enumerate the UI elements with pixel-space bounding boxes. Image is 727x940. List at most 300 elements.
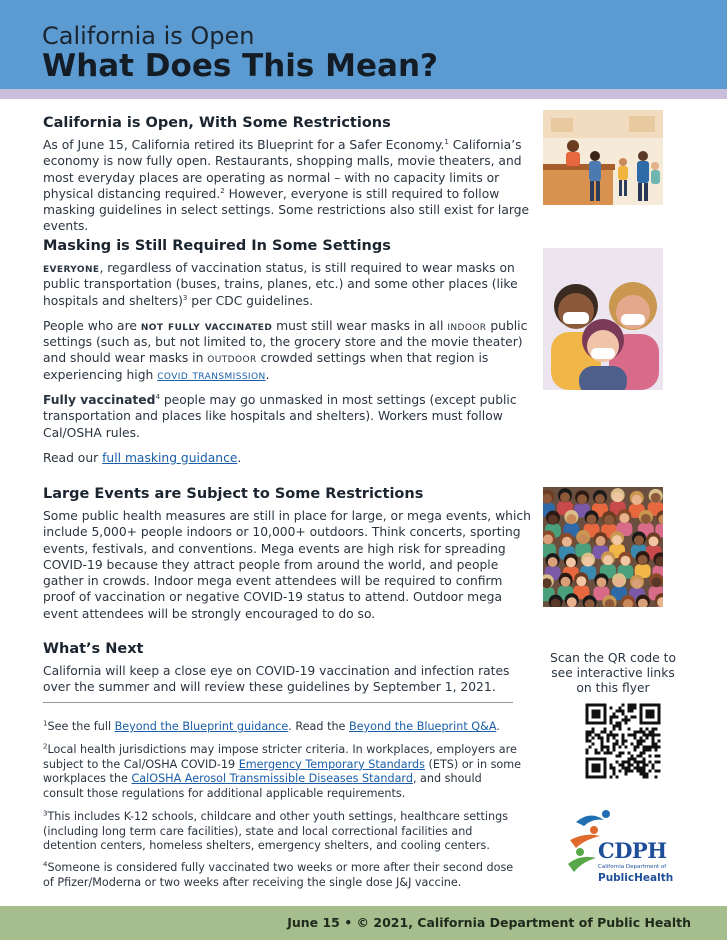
text: , and should consult those regulations for additional applicable requirements. — [43, 772, 482, 800]
qr-module — [622, 752, 625, 755]
qr-module — [616, 725, 619, 728]
qr-module — [628, 728, 631, 731]
crowd-face — [543, 534, 553, 544]
section-title: Large Events are Subject to Some Restrictions — [43, 486, 424, 502]
qr-module — [592, 743, 595, 746]
qr-module — [640, 737, 643, 740]
qr-module — [622, 719, 625, 722]
qr-module — [601, 731, 604, 734]
qr-module — [643, 773, 646, 776]
qr-module — [646, 776, 649, 779]
qr-module — [655, 746, 658, 749]
qr-module — [655, 728, 658, 731]
qr-module — [586, 731, 589, 734]
text: . Read the — [288, 720, 349, 733]
qr-module — [592, 737, 595, 740]
cdph-org-big: PublicHealth — [598, 872, 674, 884]
text: . — [265, 367, 270, 382]
masked-people-illustration — [543, 248, 663, 390]
qr-module — [616, 743, 619, 746]
crowd-face — [619, 513, 629, 523]
footnote-1 — [43, 720, 523, 735]
crowd-face — [603, 555, 613, 565]
qr-module — [640, 761, 643, 764]
qr-module — [655, 761, 658, 764]
qr-module — [655, 743, 658, 746]
qr-module — [649, 749, 652, 752]
qr-module — [640, 728, 643, 731]
qr-module — [658, 770, 661, 773]
qr-module — [631, 707, 634, 710]
qr-module — [646, 764, 649, 767]
qr-module — [622, 713, 625, 716]
crowd-face — [562, 537, 572, 547]
text: See the full — [47, 720, 115, 733]
qr-module — [586, 734, 589, 737]
qr-module — [646, 746, 649, 749]
qr-module — [622, 737, 625, 740]
crowd-face — [638, 555, 648, 565]
qr-module — [631, 716, 634, 719]
crowd-face — [632, 495, 642, 505]
qr-module — [628, 761, 631, 764]
qr-module — [640, 755, 643, 758]
crowd-image — [543, 487, 663, 607]
qr-module — [637, 761, 640, 764]
qr-module — [640, 770, 643, 773]
qr-module — [649, 734, 652, 737]
qr-module — [655, 770, 658, 773]
qr-module — [637, 743, 640, 746]
qr-module — [628, 767, 631, 770]
qr-module — [622, 740, 625, 743]
qr-module — [613, 725, 616, 728]
section-paragraph: California will keep a close eye on COVID-19 vaccination and infection rates over the summer and will review these guidelines by September 1, 2021. — [43, 664, 510, 695]
qr-module — [601, 749, 604, 752]
qr-module — [643, 770, 646, 773]
qr-module — [625, 767, 628, 770]
qr-module — [634, 734, 637, 737]
footnote-number: 1 — [43, 719, 48, 728]
footer-text: June 15 • © 2021, California Department of Public Health — [287, 915, 691, 930]
section-paragraph — [43, 392, 533, 441]
crowd-face — [596, 536, 606, 546]
text: per CDC guidelines. — [187, 293, 314, 308]
crowd-face — [649, 536, 659, 546]
qr-module — [634, 716, 637, 719]
qr-module — [589, 734, 592, 737]
qr-module — [613, 728, 616, 731]
crowd-face — [596, 577, 606, 587]
crowd-face — [583, 557, 593, 567]
qr-module — [610, 752, 613, 755]
ets-link[interactable]: Emergency Temporary Standards — [238, 757, 425, 771]
bold-text: not fully vaccinated — [140, 318, 273, 333]
qr-module — [598, 734, 601, 737]
qr-module — [655, 776, 658, 779]
qr-module — [610, 734, 613, 737]
qr-module — [607, 734, 610, 737]
qr-module — [613, 734, 616, 737]
qr-code[interactable] — [584, 702, 662, 780]
footnote-ref: 4 — [155, 392, 160, 401]
section-title: Masking is Still Required In Some Settings — [43, 238, 391, 254]
qr-module — [610, 719, 613, 722]
qr-module — [616, 722, 619, 725]
footnote-ref: 1 — [444, 137, 449, 146]
qr-module — [601, 743, 604, 746]
text: Local health jurisdictions may impose stricter criteria. In workplaces, employers are subject to the Cal/OSHA COVID-19 — [43, 743, 517, 771]
qr-module — [592, 728, 595, 731]
bold-text: Fully vaccinated — [43, 393, 156, 408]
qr-module — [595, 752, 598, 755]
text: outdoor — [207, 351, 257, 366]
covid-transmission-link[interactable]: covid transmission — [157, 367, 266, 382]
qr-module — [622, 767, 625, 770]
qr-module — [604, 728, 607, 731]
qr-module — [634, 749, 637, 752]
qr-module — [601, 746, 604, 749]
qr-module — [658, 746, 661, 749]
qr-module — [646, 728, 649, 731]
restaurant-illustration — [543, 110, 663, 205]
section-paragraph — [43, 137, 533, 235]
qr-module — [637, 746, 640, 749]
text: California’s economy is now fully open. Restaurants, shopping malls, movie theaters, and most everyday places are operating as normal – with no capacity limits or physical distancing required. — [43, 138, 522, 201]
text: must still wear masks in all — [272, 318, 448, 333]
qr-module — [643, 740, 646, 743]
qr-module — [586, 749, 589, 752]
section-title: What’s Next — [43, 641, 144, 657]
qr-module — [658, 734, 661, 737]
restaurant-image — [543, 110, 663, 205]
qr-module — [613, 737, 616, 740]
section-paragraph: Some public health measures are still in place for large, or mega events, which include 5,000+ people indoors or 10,000+ outdoors. Think concerts, sporting events, festivals, and conventions. Mega events are high risk for spreading COVID-19 because they attract people from around the world, and people gather in crowds. Indoor mega event attendees will be required to confirm proof of vaccination or negative COVID-19 status to attend. Outdoor mega event attendees will be strongly encouraged to do so. — [43, 509, 531, 621]
qr-module — [625, 746, 628, 749]
qr-module — [634, 731, 637, 734]
qr-module — [652, 728, 655, 731]
cdph-acronym: CDPH — [598, 838, 667, 863]
qr-module — [643, 758, 646, 761]
crowd-face — [641, 514, 651, 524]
qr-module — [619, 746, 622, 749]
section-paragraph — [43, 318, 533, 383]
footnote-divider — [43, 702, 513, 703]
qr-module — [616, 710, 619, 713]
crowd-face — [604, 515, 614, 525]
qr-module — [589, 740, 592, 743]
qr-module — [607, 752, 610, 755]
qr-module — [616, 734, 619, 737]
qr-module — [607, 740, 610, 743]
qr-module — [586, 737, 589, 740]
section-open — [43, 113, 533, 235]
qr-module — [625, 722, 628, 725]
crowd-face — [614, 577, 624, 587]
qr-module — [616, 761, 619, 764]
qr-module — [634, 761, 637, 764]
qr-module — [631, 704, 634, 707]
crowd-face — [577, 494, 587, 504]
qr-module — [628, 764, 631, 767]
qr-module — [610, 767, 613, 770]
masking-guidance-link[interactable]: full masking guidance — [102, 450, 238, 465]
section-title: California is Open, With Some Restrictions — [43, 115, 391, 131]
qr-finder — [646, 710, 655, 719]
qr-module — [628, 704, 631, 707]
qr-module — [616, 755, 619, 758]
qr-module — [646, 737, 649, 740]
qr-module — [598, 737, 601, 740]
qr-code-icon — [584, 702, 662, 780]
qr-module — [643, 752, 646, 755]
qr-module — [631, 764, 634, 767]
crowd-face — [566, 557, 576, 567]
qr-module — [604, 731, 607, 734]
footnote-ref: 2 — [220, 186, 225, 195]
qr-module — [631, 710, 634, 713]
qr-module — [631, 734, 634, 737]
crowd-face — [651, 493, 661, 503]
crowd-face — [566, 514, 576, 524]
qr-module — [658, 761, 661, 764]
qr-module — [628, 710, 631, 713]
qr-module — [640, 773, 643, 776]
qr-module — [634, 704, 637, 707]
qr-module — [610, 707, 613, 710]
crowd-face — [548, 515, 558, 525]
qr-module — [613, 749, 616, 752]
qr-module — [589, 731, 592, 734]
qr-module — [631, 755, 634, 758]
footnote-number: 2 — [43, 742, 48, 751]
cdph-logo — [566, 806, 674, 892]
page-footer — [0, 906, 727, 940]
text: . — [496, 720, 500, 733]
qr-module — [634, 758, 637, 761]
qr-module — [631, 770, 634, 773]
qr-module — [613, 713, 616, 716]
header-stripe — [0, 89, 727, 99]
crowd-illustration — [543, 487, 663, 607]
qr-module — [607, 746, 610, 749]
text: crowded settings when that region is experiencing high — [43, 351, 489, 382]
footnote-4 — [43, 861, 523, 890]
section-paragraph — [43, 260, 533, 309]
qr-module — [640, 767, 643, 770]
qr-module — [640, 743, 643, 746]
bold-text: everyone — [43, 261, 100, 275]
qr-module — [649, 755, 652, 758]
qr-module — [652, 737, 655, 740]
qr-module — [649, 770, 652, 773]
footnote-number: 3 — [43, 809, 48, 818]
qr-module — [619, 770, 622, 773]
qr-module — [649, 731, 652, 734]
qr-module — [646, 734, 649, 737]
qr-module — [634, 707, 637, 710]
qr-module — [610, 731, 613, 734]
qr-module — [607, 749, 610, 752]
qr-module — [619, 755, 622, 758]
qr-module — [619, 710, 622, 713]
qr-module — [610, 764, 613, 767]
qr-module — [616, 776, 619, 779]
text: public settings (such as, but not limited to, the grocery store and the movie theater) and should wear masks in — [43, 318, 528, 366]
text: As of June 15, California retired its Blueprint for a Safer Economy. — [43, 138, 445, 152]
qr-module — [652, 746, 655, 749]
crowd-face — [634, 535, 644, 545]
qr-module — [646, 749, 649, 752]
qr-module — [628, 752, 631, 755]
qr-module — [640, 731, 643, 734]
masked-people-image — [543, 248, 663, 390]
qr-module — [643, 749, 646, 752]
qr-module — [622, 734, 625, 737]
blueprint-guidance-link[interactable]: Beyond the Blueprint guidance — [114, 720, 289, 733]
qr-module — [610, 776, 613, 779]
qr-module — [622, 704, 625, 707]
qr-module — [610, 722, 613, 725]
qr-module — [586, 752, 589, 755]
qr-module — [640, 752, 643, 755]
footnote-2 — [43, 743, 523, 801]
crowd-face — [612, 535, 622, 545]
qr-module — [652, 743, 655, 746]
text: (ETS) or in some workplaces the — [43, 757, 522, 786]
crowd-face — [576, 576, 586, 586]
qr-module — [619, 764, 622, 767]
crowd-face — [652, 577, 662, 587]
qr-module — [595, 749, 598, 752]
qr-module — [643, 767, 646, 770]
qr-module — [637, 767, 640, 770]
text: However, everyone is still required to follow masking guidelines in select settings. Some restrictions also still exist for large events. — [43, 186, 530, 234]
qr-module — [655, 749, 658, 752]
text: , regardless of vaccination status, is still required to wear masks on public transportation (buses, trains, planes, etc.) and some other places (like hospitals and shelters) — [43, 261, 518, 308]
qr-finder — [592, 710, 601, 719]
qr-module — [625, 770, 628, 773]
qr-module — [637, 731, 640, 734]
page-header — [0, 0, 727, 89]
qr-module — [613, 746, 616, 749]
qr-module — [604, 752, 607, 755]
qr-finder — [592, 764, 601, 773]
text: people may go unmasked in most settings (except public transportation and places like hospitals and shelters). Workers must follow Cal/OSHA rules. — [43, 393, 517, 440]
text: This includes K-12 schools, childcare and other youth settings, healthcare settings (including long term care facilities), state and local correctional facilities and detention centers, homeless shelters, emergency shelters, and cooling centers. — [43, 810, 509, 853]
qr-module — [619, 722, 622, 725]
qr-module — [643, 746, 646, 749]
qr-module — [649, 761, 652, 764]
crowd-face — [567, 597, 577, 607]
qr-module — [592, 731, 595, 734]
qr-module — [658, 755, 661, 758]
qr-module — [598, 752, 601, 755]
qr-module — [649, 746, 652, 749]
crowd-face — [620, 556, 630, 566]
qr-module — [634, 746, 637, 749]
qr-module — [619, 707, 622, 710]
qr-module — [607, 737, 610, 740]
qr-module — [631, 743, 634, 746]
qr-module — [637, 764, 640, 767]
qr-module — [625, 761, 628, 764]
qr-module — [652, 734, 655, 737]
crowd-face — [587, 514, 597, 524]
qr-module — [640, 740, 643, 743]
text: . — [237, 450, 242, 465]
header-subtitle: California is Open — [42, 22, 255, 50]
crowd-face — [595, 494, 605, 504]
qr-module — [619, 725, 622, 728]
qr-module — [610, 716, 613, 719]
qr-module — [628, 719, 631, 722]
qr-module — [601, 740, 604, 743]
qr-module — [628, 734, 631, 737]
text: indoor — [447, 318, 487, 333]
qr-module — [643, 731, 646, 734]
qr-module — [613, 773, 616, 776]
crowd-face — [613, 492, 623, 502]
section-next — [43, 639, 523, 696]
qr-module — [619, 728, 622, 731]
qr-module — [586, 740, 589, 743]
atd-standard-link[interactable]: CalOSHA Aerosol Transmissible Diseases Standard — [131, 772, 413, 786]
qr-module — [643, 734, 646, 737]
crowd-face — [578, 534, 588, 544]
qr-module — [631, 758, 634, 761]
text: Someone is considered fully vaccinated two weeks or more after their second dose of Pfizer/Moderna or two weeks after receiving the single dose J&J vaccine. — [43, 861, 514, 889]
section-paragraph — [43, 450, 533, 466]
qr-module — [613, 770, 616, 773]
qr-module — [652, 767, 655, 770]
qr-module — [622, 764, 625, 767]
qr-module — [628, 770, 631, 773]
qr-module — [646, 773, 649, 776]
qr-module — [616, 740, 619, 743]
crowd-face — [548, 557, 558, 567]
qr-module — [616, 716, 619, 719]
footnote-number: 4 — [43, 860, 48, 869]
qr-module — [625, 740, 628, 743]
crowd-face — [632, 579, 642, 589]
qr-module — [625, 716, 628, 719]
qr-module — [625, 719, 628, 722]
qr-module — [637, 740, 640, 743]
text: Read our — [43, 450, 103, 465]
qr-module — [652, 764, 655, 767]
qr-module — [589, 746, 592, 749]
qr-module — [622, 761, 625, 764]
text: People who are — [43, 318, 141, 333]
qr-module — [613, 767, 616, 770]
footnote-ref: 3 — [182, 293, 188, 302]
qr-module — [634, 737, 637, 740]
cdph-org-small: California Department of — [598, 864, 667, 870]
qr-module — [601, 737, 604, 740]
blueprint-qa-link[interactable]: Beyond the Blueprint Q&A — [349, 720, 497, 733]
qr-module — [625, 773, 628, 776]
qr-module — [655, 734, 658, 737]
section-events — [43, 484, 533, 622]
qr-module — [613, 716, 616, 719]
footnote-3 — [43, 810, 523, 854]
qr-caption: Scan the QR code to see interactive links on this flyer — [550, 651, 676, 695]
qr-module — [595, 734, 598, 737]
qr-module — [655, 755, 658, 758]
qr-module — [652, 731, 655, 734]
qr-module — [643, 776, 646, 779]
